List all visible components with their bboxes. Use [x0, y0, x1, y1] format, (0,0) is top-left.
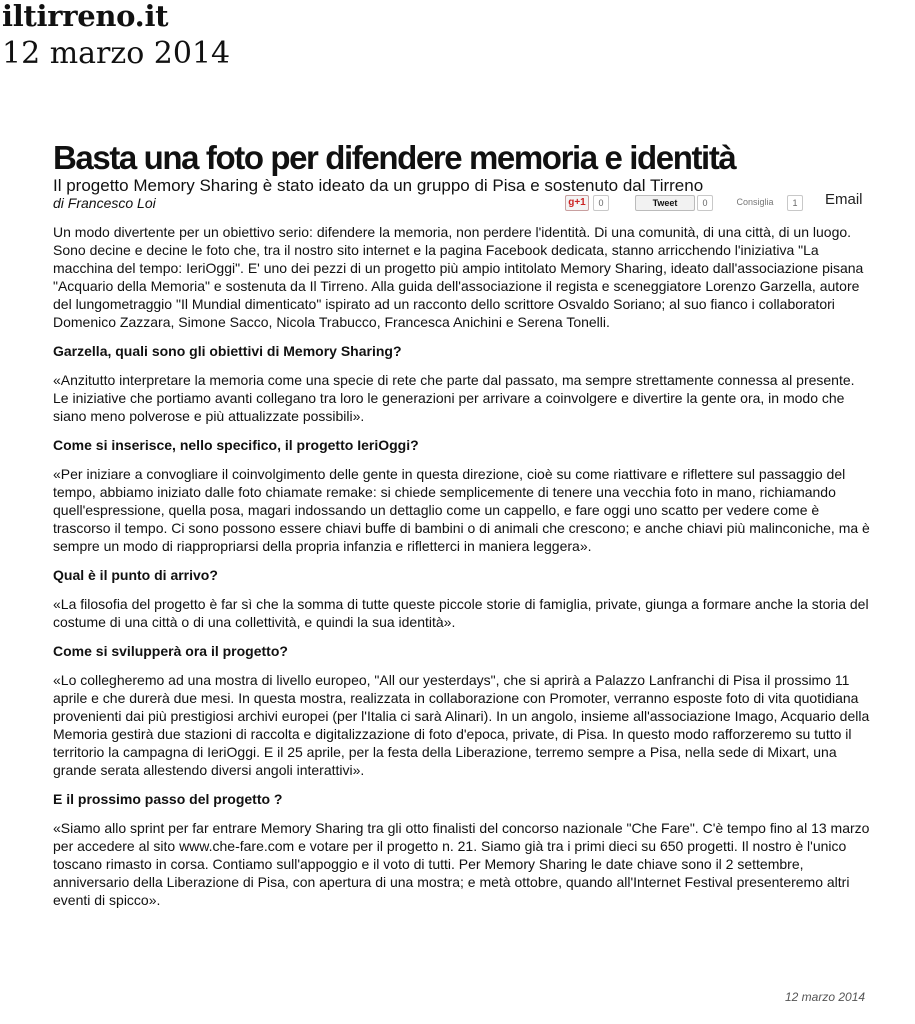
interview-answer: «Anzitutto interpretare la memoria come una specie di rete che parte dal passato, ma sempre strettamente connessa al presente. Le iniziative che portiamo avanti collegano tra loro le generazioni per arrivare a coinvolgere e divertire la gente ora, in modo che siano meno polverose e più attualizzate possibili». — [53, 372, 855, 424]
social-share-bar — [565, 191, 871, 213]
byline: di Francesco Loi — [53, 195, 156, 211]
article — [53, 140, 871, 920]
masthead — [2, 0, 230, 72]
email-share-link[interactable]: Email — [825, 191, 863, 208]
facebook-like-count: 1 — [787, 195, 803, 211]
google-plus-button[interactable]: g+1 — [565, 195, 589, 211]
byline-row — [53, 191, 871, 217]
interview-question: Come si svilupperà ora il progetto? — [53, 643, 288, 659]
interview-question: Come si inserisce, nello specifico, il progetto IeriOggi? — [53, 437, 419, 453]
article-headline: Basta una foto per difendere memoria e identità — [53, 139, 736, 176]
interview-question: Garzella, quali sono gli obiettivi di Memory Sharing? — [53, 343, 402, 359]
interview-answer: «Lo collegheremo ad una mostra di livello europeo, "All our yesterdays", che si aprirà a Palazzo Lanfranchi di Pisa il prossimo 11 aprile e che durerà due mesi. In questa mostra, realizzata in collaborazione con Promoter, verranno esposte foto di vita quotidiana provenienti dai più prestigiosi archivi europei (per l'Italia ci sarà Alinari). In un angolo, insieme all'associazione Imago, Acquario della Memoria gestirà due stazioni di raccolta e digitalizzazione di foto d'epoca, private, di Pisa. In questo modo rafforzeremo su tutto il territorio la campagna di IeriOggi. E il 25 aprile, per la festa della Liberazione, terremo sempre a Pisa, nella sede di Mixart, una grande serata allestendo diversi angoli interattivi». — [53, 672, 870, 778]
publication-date: 12 marzo 2014 — [2, 36, 231, 71]
article-subheadline: Il progetto Memory Sharing è stato ideato da un gruppo di Pisa e sostenuto dal Tirreno — [53, 176, 704, 195]
interview-question: Qual è il punto di arrivo? — [53, 567, 218, 583]
interview-question: E il prossimo passo del progetto ? — [53, 791, 283, 807]
interview-answer: «La filosofia del progetto è far sì che la somma di tutte queste piccole storie di famiglia, private, giunga a formare anche la storia del costume di una città o di una collettività, e quindi la sua identità». — [53, 596, 869, 630]
tweet-count: 0 — [697, 195, 713, 211]
article-paragraph: Un modo divertente per un obiettivo serio: difendere la memoria, non perdere l'identità. Di una comunità, di una città, di un luogo. Sono decine e decine le foto che, tra il nostro sito internet e la pagina Facebook dedicata, stanno arricchendo l'iniziativa "La macchina del tempo: IeriOggi". E' uno dei pezzi di un progetto più ampio intitolato Memory Sharing, ideato dall'associazione pisana "Acquario della Memoria" e sostenuta da Il Tirreno. Alla guida dell'associazione il regista e sceneggiatore Lorenzo Garzella, autore del lungometraggio "Il Mundial dimenticato" ispirato ad un racconto dello scrittore Osvaldo Soriano; al suo fianco i collaboratori Domenico Zazzara, Simone Sacco, Nicola Trabucco, Francesca Anichini e Serena Tonelli. — [53, 224, 864, 330]
interview-answer: «Siamo allo sprint per far entrare Memory Sharing tra gli otto finalisti del concorso nazionale "Che Fare". C'è tempo fino al 13 marzo per accedere al sito www.che-fare.com e votare per il progetto n. 21. Siamo già tra i primi dieci su 650 progetti. Il nostro è l'unico toscano rimasto in corsa. Contiamo sull'appoggio e il voto di tutti. Per Memory Sharing le date chiave sono il 2 settembre, anniversario della Liberazione di Pisa, con apertura di una mostra; e metà ottobre, quando all'Internet Festival presenteremo altri eventi di spicco». — [53, 820, 870, 908]
google-plus-count: 0 — [593, 195, 609, 211]
footer-date: 12 marzo 2014 — [785, 990, 866, 1004]
site-name[interactable]: iltirreno.it — [2, 0, 169, 33]
tweet-button[interactable]: Tweet — [635, 195, 695, 211]
article-body — [53, 223, 871, 909]
interview-answer: «Per iniziare a convogliare il coinvolgimento delle gente in questa direzione, cioè su come riattivare e riflettere sul passaggio del tempo, abbiamo iniziato dalle foto chiamate remake: si chiede semplicemente di tenere una vecchia foto in mano, richiamando quell'espressione, quella posa, magari indossando un dettaglio come un cappello, e fare oggi uno scatto per vedere come è trascorso il tempo. Ci sono possono essere chiavi buffe di bambini o di animali che crescono; e anche chiavi più malinconiche, ma è sempre un modo di riappropriarsi della propria infanzia e rifletterci in maniera leggera». — [53, 466, 870, 554]
facebook-like-button[interactable]: Consiglia — [736, 197, 774, 207]
